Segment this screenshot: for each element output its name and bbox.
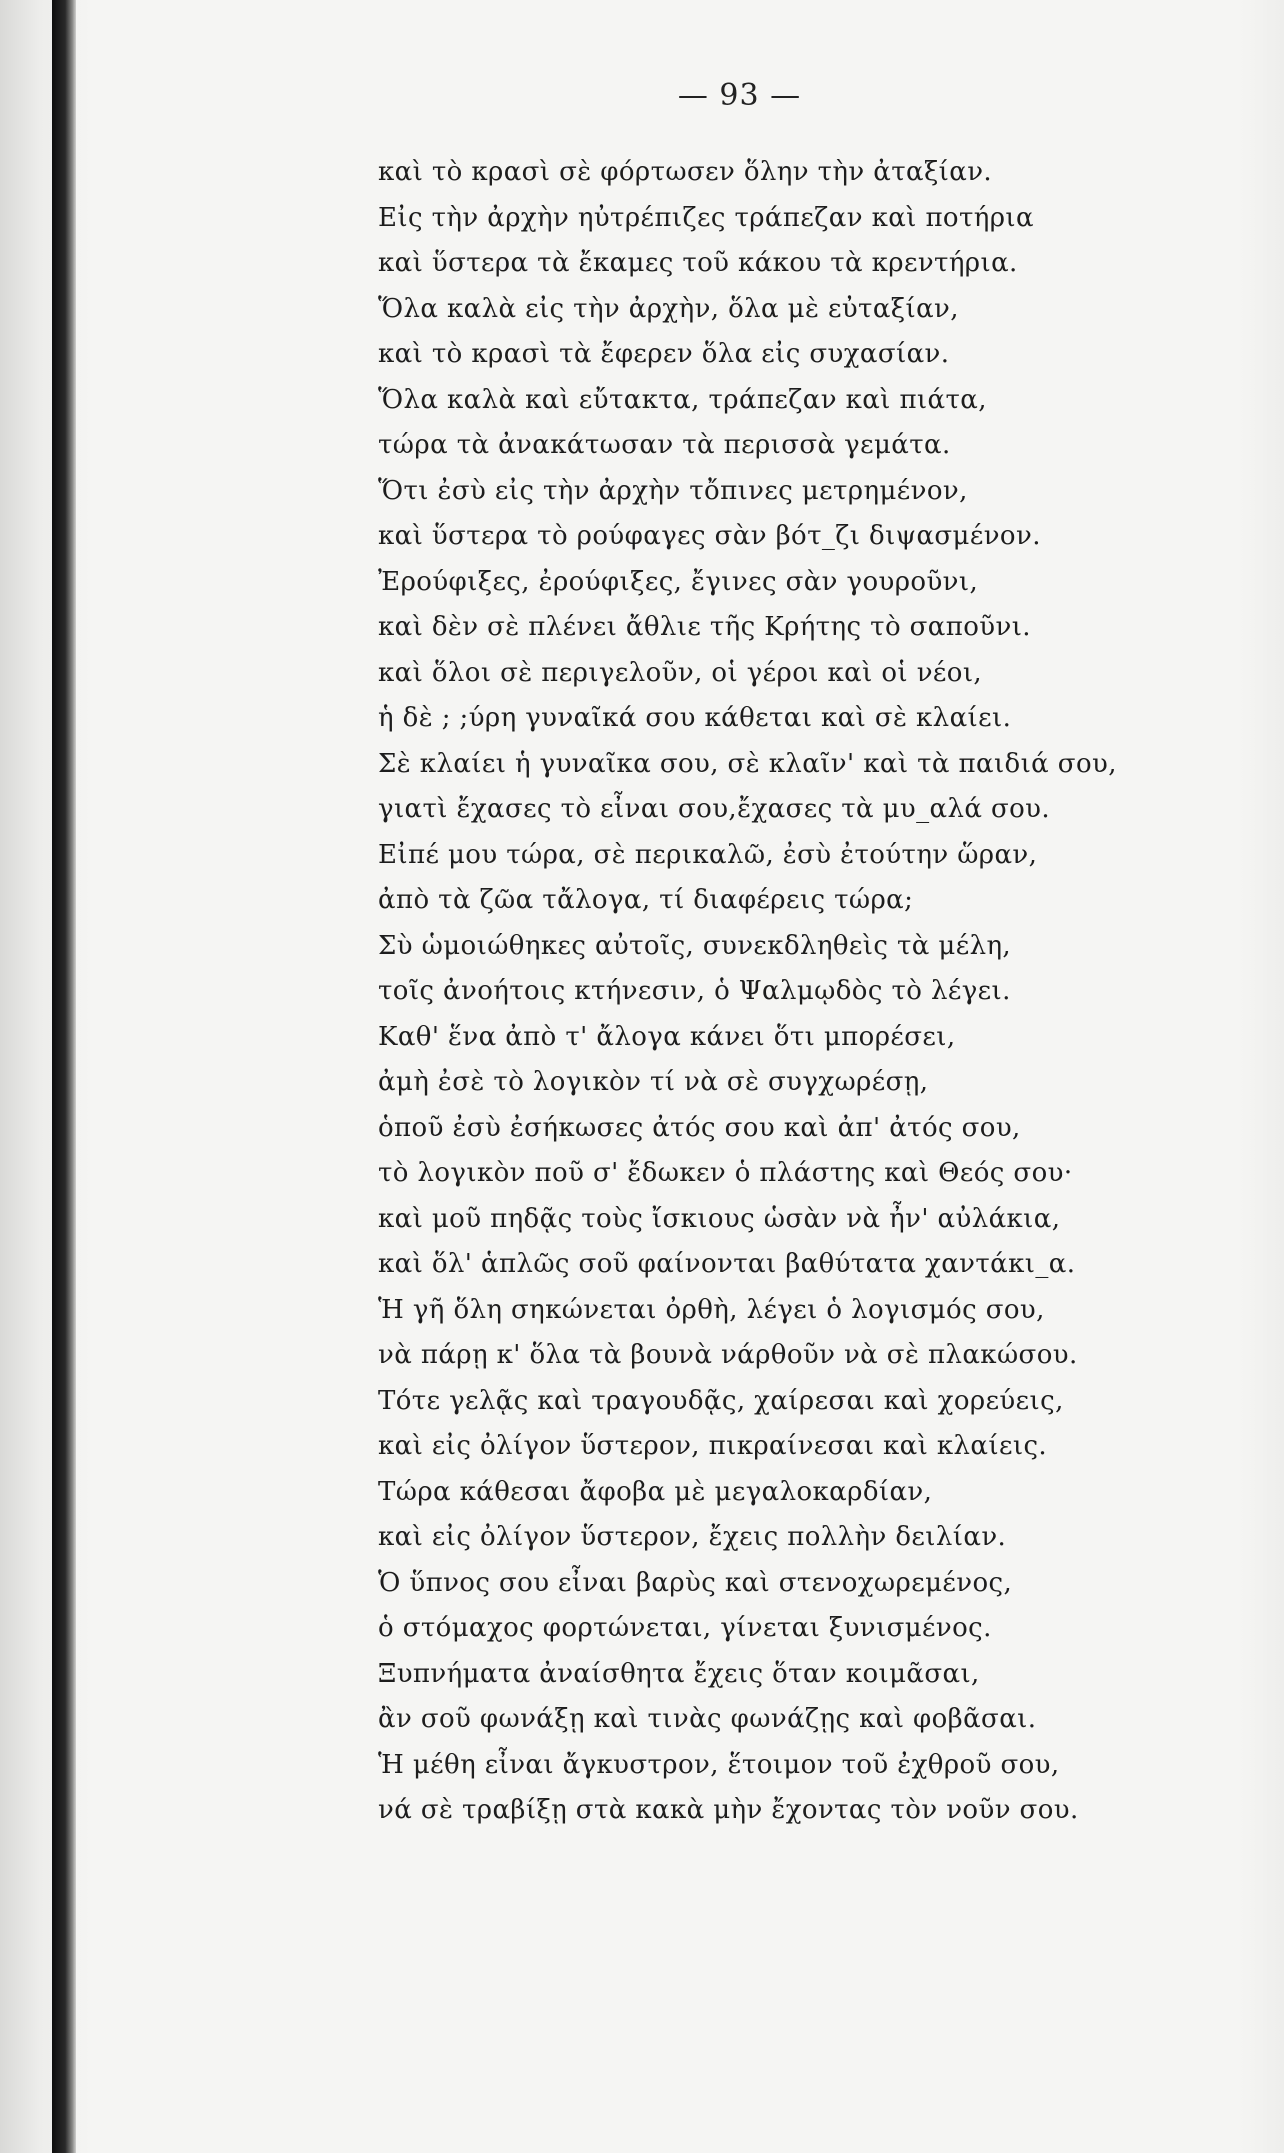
poem-line: Ὅτι ἐσὺ εἰς τὴν ἀρχὴν τὄπινες μετρημένον,: [378, 475, 968, 506]
poem-line: καὶ εἰς ὀλίγον ὕστερον, πικραίνεσαι καὶ κλαίεις.: [378, 1431, 1048, 1461]
poem-line: Τότε γελᾷς καὶ τραγουδᾷς, χαίρεσαι καὶ χορεύεις,: [378, 1385, 1064, 1416]
poem-line: Ὁ ὕπνος σου εἶναι βαρὺς καὶ στενοχωρεμένος,: [378, 1567, 1013, 1598]
poem-line: καὶ τὸ κρασὶ σὲ φόρτωσεν ὅλην τὴν ἀταξίαν.: [378, 157, 993, 187]
poem-line: καὶ εἰς ὀλίγον ὕστερον, ἔχεις πολλὴν δειλίαν.: [378, 1522, 1007, 1552]
poem-line: καὶ ὕστερα τὰ ἔκαμες τοῦ κάκου τὰ κρεντήρια.: [378, 248, 1018, 278]
poem-line: νά σὲ τραβίξῃ στὰ κακὰ μὴν ἔχοντας τὸν νοῦν σου.: [378, 1795, 1079, 1825]
poem-line: ἀπὸ τὰ ζῶα τἄλογα, τί διαφέρεις τώρα;: [378, 885, 914, 915]
book-spine-shadow: [52, 0, 76, 2153]
poem-line: Ἐρούφιξες, ἐρούφιξες, ἔγινες σὰν γουροῦνι,: [378, 566, 979, 597]
poem-line: Καθ' ἕνα ἀπὸ τ' ἄλογα κάνει ὅτι μπορέσει,: [378, 1021, 956, 1052]
poem-line: ἀμὴ ἐσὲ τὸ λογικὸν τί νὰ σὲ συγχωρέσῃ,: [378, 1067, 929, 1097]
poem-line: τὸ λογικὸν ποῦ σ' ἔδωκεν ὁ πλάστης καὶ Θεός σου·: [378, 1158, 1073, 1188]
poem-line: καὶ ὕστερα τὸ ρούφαγες σὰν βότ_ζι διψασμένον.: [378, 521, 1041, 551]
poem-line: Ὅλα καλὰ εἰς τὴν ἀρχὴν, ὅλα μὲ εὐταξίαν,: [378, 293, 959, 324]
poem-line: καὶ τὸ κρασὶ τὰ ἔφερεν ὅλα εἰς συχασίαν.: [378, 339, 950, 369]
poem-line: Σὲ κλαίει ἡ γυναῖκα σου, σὲ κλαῖν' καὶ τὰ παιδιά σου,: [378, 748, 1117, 779]
poem-line: Τώρα κάθεσαι ἄφοβα μὲ μεγαλοκαρδίαν,: [378, 1476, 933, 1507]
poem-line: Ἡ γῆ ὅλη σηκώνεται ὀρθὴ, λέγει ὁ λογισμός σου,: [378, 1294, 1045, 1325]
poem-line: καὶ ὅλοι σὲ περιγελοῦν, οἱ γέροι καὶ οἱ νέοι,: [378, 657, 983, 688]
poem-line: Ἡ μέθη εἶναι ἄγκυστρον, ἕτοιμον τοῦ ἐχθροῦ σου,: [378, 1749, 1060, 1780]
poem-line: νὰ πάρῃ κ' ὅλα τὰ βουνὰ νάρθοῦν νὰ σὲ πλακώσου.: [378, 1340, 1078, 1370]
poem-line: Ὅλα καλὰ καὶ εὔτακτα, τράπεζαν καὶ πιάτα,: [378, 384, 987, 415]
poem-line: ὁποῦ ἐσὺ ἐσήκωσες ἀτός σου καὶ ἀπ' ἀτός σου,: [378, 1112, 1021, 1143]
poem-line: ἂν σοῦ φωνάξῃ καὶ τινὰς φωνάζῃς καὶ φοβᾶσαι.: [378, 1704, 1037, 1734]
page-number: — 93 —: [677, 78, 802, 113]
poem-line: καὶ μοῦ πηδᾷς τοὺς ἴσκιους ὡσὰν νὰ ἦν' αὐλάκια,: [378, 1203, 1061, 1234]
poem-line: Σὺ ὡμοιώθηκες αὐτοῖς, συνεκδληθεὶς τὰ μέλη,: [378, 930, 1012, 961]
poem-line: Εἰπέ μου τώρα, σὲ περικαλῶ, ἐσὺ ἐτούτην ὥραν,: [378, 839, 1038, 870]
poem-line: καὶ δὲν σὲ πλένει ἄθλιε τῆς Κρήτης τὸ σαποῦνι.: [378, 612, 1031, 642]
poem-text: [378, 150, 1178, 1834]
poem-line: ἡ δὲ ; ;ύρη γυναῖκά σου κάθεται καὶ σὲ κλαίει.: [378, 703, 1012, 733]
poem-line: τώρα τὰ ἀνακάτωσαν τὰ περισσὰ γεμάτα.: [378, 430, 951, 460]
poem-line: Εἰς τὴν ἀρχὴν ηὐτρέπιζες τράπεζαν καὶ ποτήρια: [378, 202, 1034, 233]
poem-line: Ξυπνήματα ἀναίσθητα ἔχεις ὅταν κοιμᾶσαι,: [378, 1658, 980, 1689]
poem-line: γιατὶ ἔχασες τὸ εἶναι σου,ἔχασες τὰ μυ_αλά σου.: [378, 794, 1051, 824]
poem-line: τοῖς ἀνοήτοις κτήνεσιν, ὁ Ψαλμῳδὸς τὸ λέγει.: [378, 976, 1011, 1006]
poem-line: ὁ στόμαχος φορτώνεται, γίνεται ξυνισμένος.: [378, 1613, 992, 1643]
poem-line: καὶ ὅλ' ἁπλῶς σοῦ φαίνονται βαθύτατα χαντάκι_α.: [378, 1249, 1076, 1279]
